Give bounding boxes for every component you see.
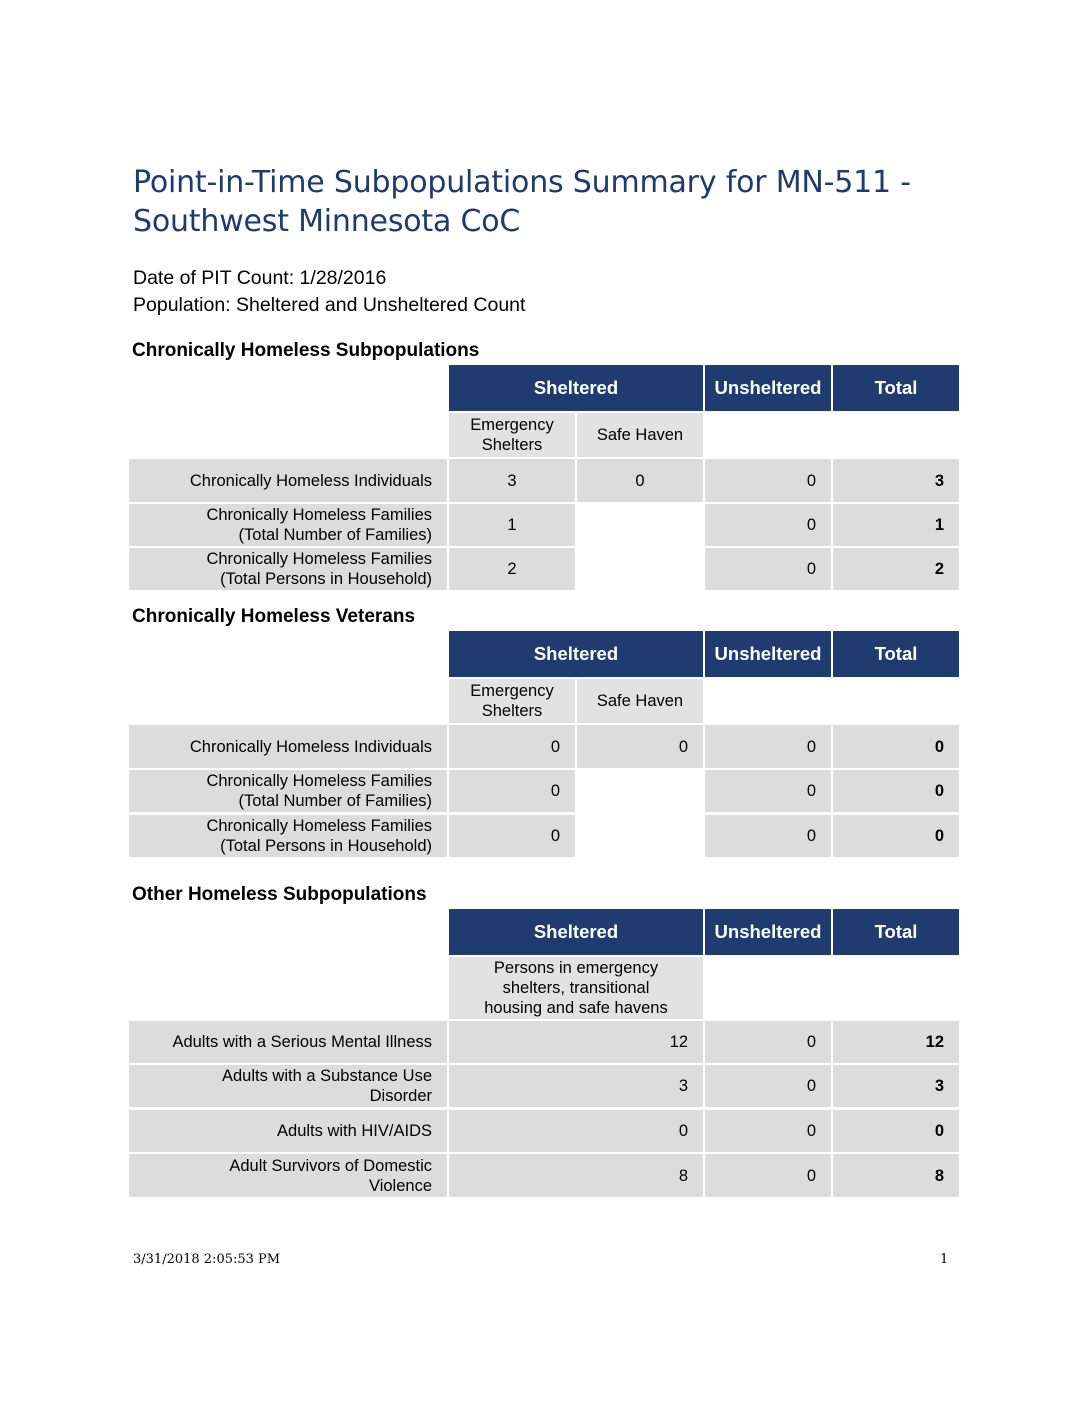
section-title-chronically-homeless: Chronically Homeless Subpopulations bbox=[132, 340, 480, 361]
cell-sheltered: 8 bbox=[449, 1154, 703, 1197]
pit-count-date: Date of PIT Count: 1/28/2016 bbox=[133, 267, 387, 289]
row-label bbox=[129, 1065, 447, 1107]
subheader-safe-haven: Safe Haven bbox=[577, 413, 703, 457]
row-label-line: Chronically Homeless Families bbox=[206, 506, 432, 524]
page-title bbox=[133, 163, 953, 241]
subheader-text: Shelters bbox=[481, 436, 543, 454]
row-label bbox=[129, 1110, 447, 1152]
row-label-line: Disorder bbox=[369, 1087, 432, 1105]
section-title-other-homeless: Other Homeless Subpopulations bbox=[132, 884, 427, 905]
cell-total: 8 bbox=[833, 1154, 959, 1197]
header-sheltered: Sheltered bbox=[449, 365, 703, 411]
row-label-line: Violence bbox=[369, 1176, 432, 1195]
header-sheltered: Sheltered bbox=[449, 631, 703, 677]
row-label-line: Chronically Homeless Families bbox=[206, 817, 432, 835]
row-label bbox=[129, 815, 447, 857]
row-label bbox=[129, 1021, 447, 1063]
cell-safe-haven: 0 bbox=[577, 459, 703, 502]
section-title-chronically-homeless-veterans: Chronically Homeless Veterans bbox=[132, 606, 416, 627]
cell-total: 2 bbox=[833, 548, 959, 590]
cell-total: 1 bbox=[833, 504, 959, 546]
cell-unsheltered: 0 bbox=[705, 459, 831, 502]
cell-total: 3 bbox=[833, 1065, 959, 1107]
subheader-text: shelters, transitional bbox=[502, 979, 650, 997]
row-label-line: Chronically Homeless Individuals bbox=[189, 471, 432, 490]
page-number: 1 bbox=[940, 1252, 949, 1267]
cell-sheltered: 0 bbox=[449, 1110, 703, 1152]
row-label bbox=[129, 504, 447, 546]
cell-emergency: 0 bbox=[449, 815, 575, 857]
cell-emergency: 0 bbox=[449, 770, 575, 812]
cell-emergency: 0 bbox=[449, 725, 575, 768]
cell-sheltered: 12 bbox=[449, 1021, 703, 1063]
cell-total: 0 bbox=[833, 725, 959, 768]
cell-unsheltered: 0 bbox=[705, 1065, 831, 1107]
footer-timestamp: 3/31/2018 2:05:53 PM bbox=[133, 1252, 281, 1267]
title-line-2: Southwest Minnesota CoC bbox=[133, 204, 521, 239]
subheader-text: Persons in emergency bbox=[493, 959, 659, 977]
row-label bbox=[129, 1154, 447, 1197]
row-label-line: Adults with a Substance Use bbox=[221, 1067, 432, 1085]
row-label bbox=[129, 770, 447, 812]
row-label-line: Adults with a Serious Mental Illness bbox=[172, 1033, 432, 1051]
subheader-text: housing and safe havens bbox=[484, 999, 668, 1017]
cell-total: 0 bbox=[833, 815, 959, 857]
row-label-line: Adults with HIV/AIDS bbox=[277, 1122, 432, 1140]
cell-total: 0 bbox=[833, 1110, 959, 1152]
title-line-1: Point-in-Time Subpopulations Summary for MN-511 - bbox=[133, 165, 911, 200]
row-label bbox=[129, 725, 447, 768]
cell-unsheltered: 0 bbox=[705, 815, 831, 857]
subheader-text: Emergency bbox=[470, 682, 554, 700]
subheader-text: Shelters bbox=[481, 702, 543, 720]
subheader-text: Emergency bbox=[470, 416, 554, 434]
row-label bbox=[129, 548, 447, 590]
row-label-line: Chronically Homeless Individuals bbox=[189, 737, 432, 756]
cell-total: 0 bbox=[833, 770, 959, 812]
cell-emergency: 1 bbox=[449, 504, 575, 546]
subheader-emergency-shelters bbox=[449, 413, 575, 457]
row-label-line: (Total Persons in Household) bbox=[220, 570, 432, 588]
header-sheltered: Sheltered bbox=[449, 909, 703, 955]
cell-total: 3 bbox=[833, 459, 959, 502]
population-description: Population: Sheltered and Unsheltered Count bbox=[133, 294, 526, 316]
header-unsheltered: Unsheltered bbox=[705, 365, 831, 411]
row-label-line: (Total Persons in Household) bbox=[220, 837, 432, 855]
cell-emergency: 3 bbox=[449, 459, 575, 502]
cell-total: 12 bbox=[833, 1021, 959, 1063]
cell-emergency: 2 bbox=[449, 548, 575, 590]
header-total: Total bbox=[833, 631, 959, 677]
header-total: Total bbox=[833, 909, 959, 955]
row-label-line: Chronically Homeless Families bbox=[206, 550, 432, 568]
row-label-line: (Total Number of Families) bbox=[238, 526, 432, 544]
cell-unsheltered: 0 bbox=[705, 1110, 831, 1152]
subheader-emergency-shelters bbox=[449, 679, 575, 723]
row-label-line: Chronically Homeless Families bbox=[206, 772, 432, 790]
cell-unsheltered: 0 bbox=[705, 504, 831, 546]
cell-sheltered: 3 bbox=[449, 1065, 703, 1107]
row-label bbox=[129, 459, 447, 502]
cell-unsheltered: 0 bbox=[705, 770, 831, 812]
row-label-line: (Total Number of Families) bbox=[238, 792, 432, 810]
subheader-safe-haven: Safe Haven bbox=[577, 679, 703, 723]
cell-unsheltered: 0 bbox=[705, 725, 831, 768]
subheader-persons-in-shelters bbox=[449, 957, 703, 1019]
row-label-line: Adult Survivors of Domestic bbox=[229, 1156, 432, 1175]
cell-unsheltered: 0 bbox=[705, 1021, 831, 1063]
cell-safe-haven: 0 bbox=[577, 725, 703, 768]
cell-unsheltered: 0 bbox=[705, 1154, 831, 1197]
cell-unsheltered: 0 bbox=[705, 548, 831, 590]
header-unsheltered: Unsheltered bbox=[705, 909, 831, 955]
header-total: Total bbox=[833, 365, 959, 411]
header-unsheltered: Unsheltered bbox=[705, 631, 831, 677]
